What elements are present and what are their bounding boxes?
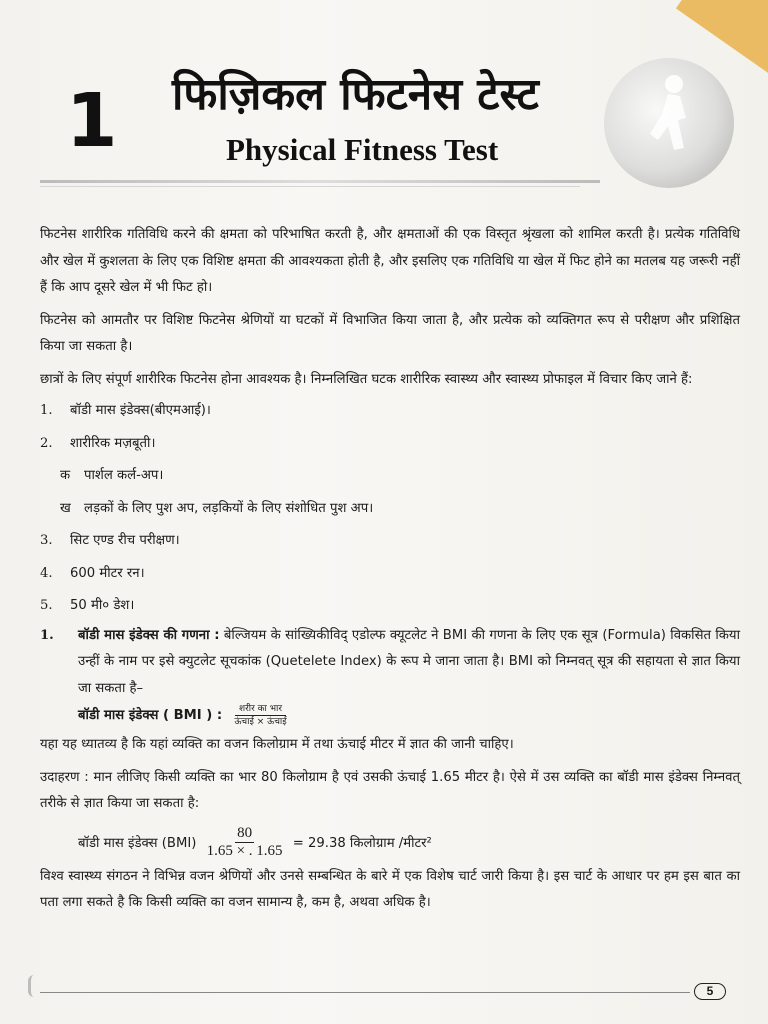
section-text: बेल्जियम के सांख्यिकीविद् एडोल्फ क्यूटलेट ने BMI की गणना के लिए एक सूत्र (Formula) विकसित किया उन्हीं के नाम पर इसे क्युटलेट सूचकांक (Quetelete Index) के रूप मे जाना जाता है। BMI को निम्नवत् सूत्र की सहायता से ज्ञात किया जा सकता है– — [78, 627, 740, 696]
binding-mark — [28, 975, 42, 997]
list-item — [40, 525, 740, 558]
example-numerator: 80 — [237, 825, 253, 841]
sublist-item — [40, 493, 740, 526]
formula-label: बॉडी मास इंडेक्स ( BMI ) : — [78, 708, 223, 723]
list-number: 3. — [40, 533, 53, 548]
example-result: = 29.38 किलोग्राम /मीटर² — [292, 835, 432, 851]
list-text: सिट एण्ड रीच परीक्षण। — [70, 533, 180, 548]
components-paragraph: छात्रों के लिए संपूर्ण शारीरिक फिटनेस होना आवश्यक है। निम्नलिखित घटक शारीरिक स्वास्थ्य और स्वास्थ्य प्रोफाइल में विचार किए जाने हैं: — [40, 371, 693, 387]
example-denominator: 1.65 × . 1.65 — [206, 843, 283, 859]
section-content — [78, 623, 740, 731]
list-number: 5. — [40, 598, 53, 613]
chapter-title-hindi: फिज़िकल फिटनेस टेस्ट — [172, 69, 539, 120]
example-fraction — [205, 825, 285, 860]
section-number: 1. — [40, 627, 54, 643]
sublist-text: लड़कों के लिए पुश अप, लड़कियों के लिए संशोधित पुश अप। — [84, 500, 374, 516]
formula-numerator: शरीर का भार — [235, 703, 286, 716]
units-note: यहा यह ध्यातव्य है कि यहां व्यक्ति का वजन किलोग्राम में तथा ऊंचाई मीटर में ज्ञात की जानी चाहिए। — [40, 737, 514, 752]
list-text: 600 मीटर रन। — [70, 565, 145, 581]
sublist-letter: ख — [60, 500, 71, 516]
title-divider-thin — [40, 186, 580, 187]
example-paragraph: उदाहरण : मान लीजिए किसी व्यक्ति का भार 80 किलोग्राम है एवं उसकी ऊंचाई 1.65 मीटर है। ऐसे में उस व्यक्ति का बॉडी मास इंडेक्स निम्नवत् तरीके से ज्ञात किया जा सकता है: — [40, 769, 740, 811]
list-number: 2. — [40, 435, 53, 451]
formula-fraction — [230, 703, 290, 728]
list-item — [40, 590, 740, 623]
chapter-title-english: Physical Fitness Test — [226, 132, 499, 167]
footer-rule — [40, 992, 690, 993]
chapter-number: 1 — [66, 78, 116, 164]
list-item — [40, 558, 740, 591]
example-label: बॉडी मास इंडेक्स (BMI) — [78, 835, 197, 851]
list-text: शारीरिक मज़बूती। — [70, 435, 156, 451]
bmi-section — [40, 623, 740, 731]
sublist-letter: क — [60, 468, 71, 483]
example-calculation — [40, 824, 740, 864]
formula-denominator: ऊंचाई × ऊंचाई — [234, 716, 287, 727]
list-number: 4. — [40, 565, 53, 581]
list-text: 50 मी० डेश। — [70, 598, 135, 613]
title-divider — [40, 180, 600, 183]
bmi-formula — [78, 702, 740, 730]
section-intro — [78, 623, 740, 703]
categories-paragraph: फिटनेस को आमतौर पर विशिष्ट फिटनेस श्रेणियों या घटकों में विभाजित किया जाता है, और प्रत्येक को व्यक्तिगत रूप से परीक्षण और प्रशिक्षित किया जा सकता है। — [40, 312, 740, 354]
runner-figure-icon — [640, 70, 700, 170]
list-item — [40, 395, 740, 428]
page-body — [40, 222, 740, 923]
list-item — [40, 428, 740, 461]
page-number: 5 — [694, 983, 726, 1000]
intro-paragraph: फिटनेस शारीरिक गतिविधि करने की क्षमता को परिभाषित करती है, और क्षमताओं की एक विस्तृत श्रृंखला को शामिल करती है। प्रत्येक गतिविधि और खेल में कुशलता के लिए एक विशिष्ट क्षमता की आवश्यकता होती है, और इसलिए एक गतिविधि या खेल में फिट होने का मतलब यह जरूरी नहीं हैं कि आप दूसरे खेल में भी फिट हो। — [40, 227, 740, 295]
closing-paragraph: विश्व स्वास्थ्य संगठन ने विभिन्न वजन श्रेणियों और उनसे सम्बन्धित के बारे में एक विशेष चार्ट जारी किया है। इस चार्ट के आधार पर हम इस बात का पता लगा सकते है कि किसी व्यक्ति का वजन सामान्य है, कम है, अथवा अधिक है। — [40, 868, 740, 910]
list-number: 1. — [40, 403, 53, 418]
list-text: बॉडी मास इंडेक्स(बीएमआई)। — [70, 403, 211, 418]
section-heading: बॉडी मास इंडेक्स की गणना : — [78, 627, 220, 643]
sublist-item — [40, 460, 740, 493]
sublist-text: पार्शल कर्ल-अप। — [84, 468, 164, 483]
